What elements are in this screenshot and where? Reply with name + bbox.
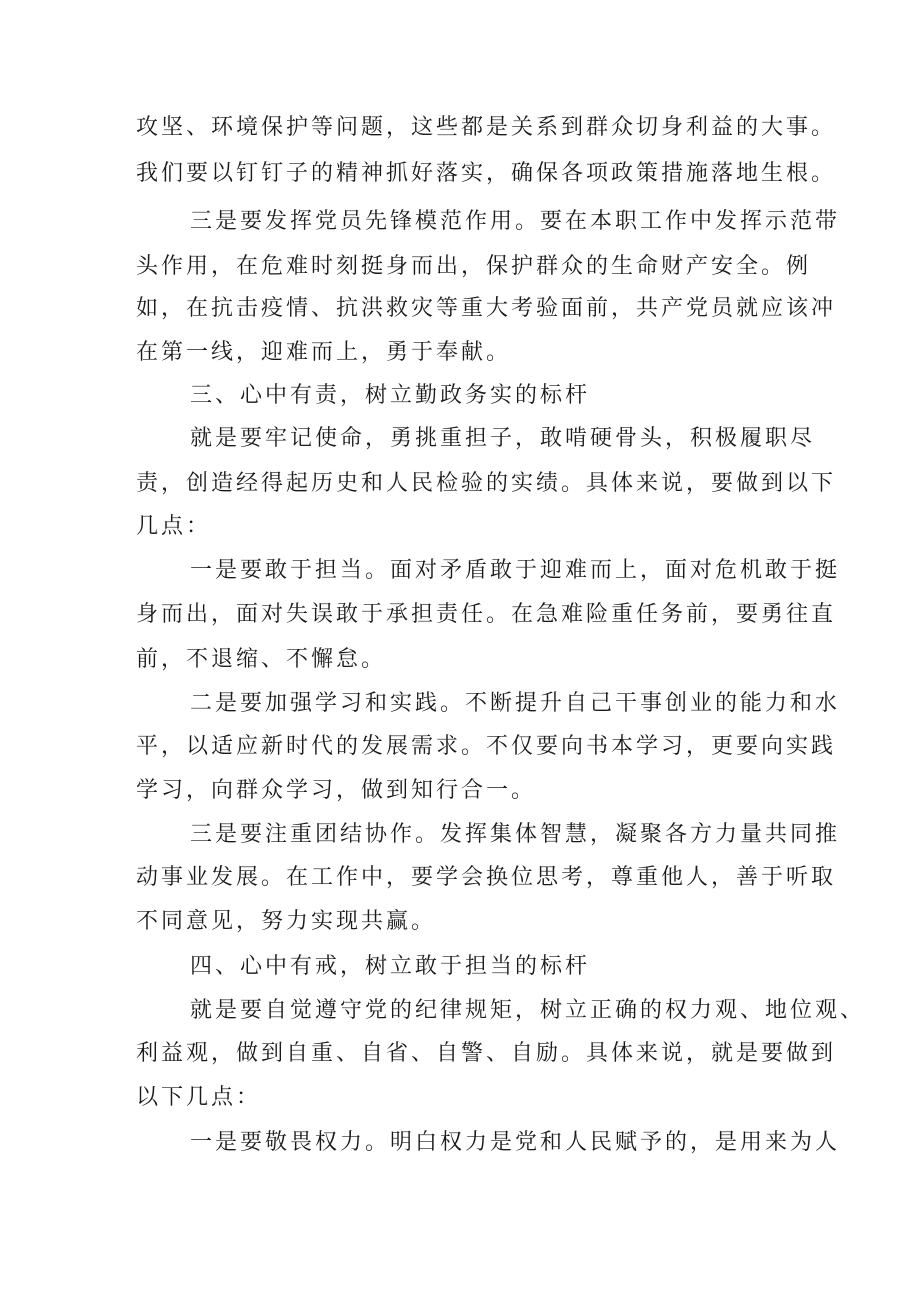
body-text-line: 责，创造经得起历史和人民检验的实绩。具体来说，要做到以下 <box>136 471 837 496</box>
body-text-line: 头作用，在危难时刻挺身而出，保护群众的生命财产安全。例 <box>136 254 812 279</box>
body-text-line: 就是要牢记使命，勇挑重担子，敢啃硬骨头，积极履职尽 <box>190 426 816 451</box>
body-text-line: 二是要加强学习和实践。不断提升自己干事创业的能力和水 <box>190 691 841 716</box>
body-text-line: 几点： <box>136 514 212 539</box>
body-text-line: 我们要以钉钉子的精神抓好落实，确保各项政策措施落地生根。 <box>136 161 837 186</box>
body-text-line: 前，不退缩、不懈怠。 <box>136 647 387 672</box>
body-text-line: 就是要自觉遵守党的纪律规矩，树立正确的权力观、地位观、 <box>190 998 866 1023</box>
body-text-line: 平，以适应新时代的发展需求。不仅要向书本学习，更要向实践 <box>136 734 837 759</box>
section-heading-4: 四、心中有戒，树立敢于担当的标杆 <box>190 954 591 979</box>
body-text-line: 一是要敢于担当。面对矛盾敢于迎难而上，面对危机敢于挺 <box>190 558 841 583</box>
body-text-line: 一是要敬畏权力。明白权力是党和人民赋予的，是用来为人 <box>190 1130 841 1155</box>
body-text-line: 利益观，做到自重、自省、自警、自励。具体来说，就是要做到 <box>136 1041 837 1066</box>
section-heading-3: 三、心中有责，树立勤政务实的标杆 <box>190 383 591 408</box>
body-text-line: 在第一线，迎难而上，勇于奉献。 <box>136 340 512 365</box>
body-text-line: 三是要注重团结协作。发挥集体智慧，凝聚各方力量共同推 <box>190 822 841 847</box>
body-text-line: 三是要发挥党员先锋模范作用。要在本职工作中发挥示范带 <box>190 209 841 234</box>
body-text-line: 学习，向群众学习，做到知行合一。 <box>136 778 537 803</box>
body-text-line: 身而出，面对失误敢于承担责任。在急难险重任务前，要勇往直 <box>136 602 837 627</box>
body-text-line: 不同意见，努力实现共赢。 <box>136 909 437 934</box>
body-text-line: 以下几点： <box>136 1085 262 1110</box>
body-text-line: 动事业发展。在工作中，要学会换位思考，尊重他人，善于听取 <box>136 865 837 890</box>
body-text-line: 如，在抗击疫情、抗洪救灾等重大考验面前，共产党员就应该冲 <box>136 296 837 321</box>
body-text-line: 攻坚、环境保护等问题，这些都是关系到群众切身利益的大事。 <box>136 115 837 140</box>
